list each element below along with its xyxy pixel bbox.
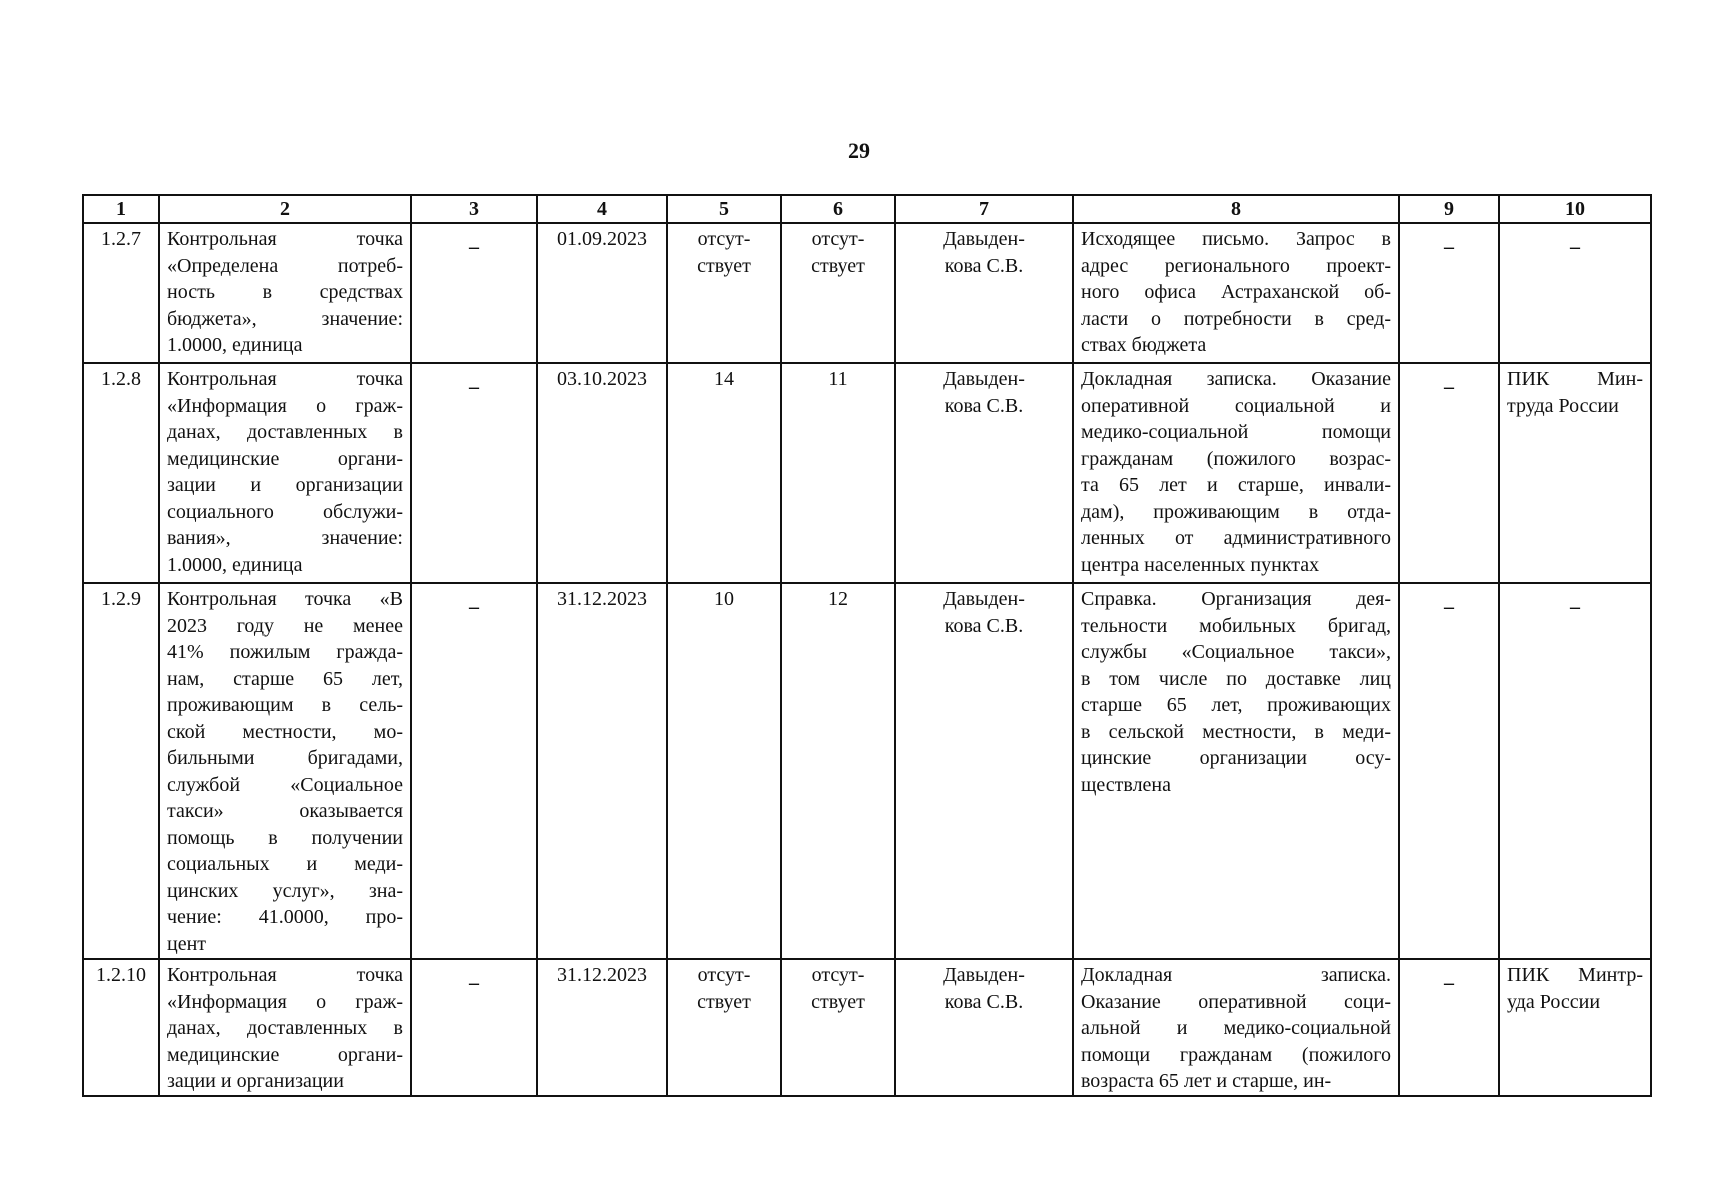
cell-line: кова С.В. — [944, 254, 1024, 277]
cell-line: оперативной социальной и — [1081, 394, 1391, 417]
row-number-cell — [83, 223, 159, 363]
document-cell — [1073, 583, 1399, 959]
cell-line: цент — [167, 932, 207, 955]
cell-line: Докладная записка. Оказание — [1081, 368, 1391, 390]
header-cell: 10 — [1499, 195, 1651, 223]
cell-line: социальных и меди- — [167, 853, 403, 875]
cell-line: кова С.В. — [944, 394, 1024, 417]
cell-line: Контрольная точка — [167, 368, 403, 390]
responsible-cell — [895, 959, 1073, 1096]
cell-text: – — [469, 376, 479, 398]
table-header-row — [83, 195, 1651, 223]
table-row — [83, 959, 1651, 1096]
cell-line: тельности мобильных бригад, — [1081, 614, 1391, 637]
document-cell — [1073, 363, 1399, 583]
cell-line: проживающим в сель- — [167, 694, 403, 716]
cell-line: Контрольная точка — [167, 964, 403, 986]
cell-text: – — [1444, 596, 1454, 618]
column-5-cell — [667, 959, 781, 1096]
cell-text: 1.2.10 — [96, 964, 146, 986]
table-row — [83, 363, 1651, 583]
cell-line: медико-социальной помощи — [1081, 421, 1391, 443]
cell-line: Давыден- — [943, 964, 1025, 986]
date-cell — [537, 959, 667, 1096]
description-cell — [159, 959, 411, 1096]
cell-line: социального обслужи- — [167, 500, 403, 523]
column-5-cell — [667, 223, 781, 363]
header-cell: 9 — [1399, 195, 1499, 223]
cell-text: 31.12.2023 — [557, 964, 647, 986]
column-10-cell — [1499, 363, 1651, 583]
cell-line: Давыден- — [943, 228, 1025, 250]
column-10-cell — [1499, 959, 1651, 1096]
cell-line: 12 — [828, 588, 848, 610]
cell-line: чение: 41.0000, про- — [167, 906, 403, 928]
cell-line: отсут- — [811, 964, 865, 986]
control-points-table — [82, 194, 1652, 1097]
cell-line: возраста 65 лет и старше, ин- — [1081, 1070, 1332, 1092]
page-number: 29 — [848, 138, 870, 163]
responsible-cell — [895, 223, 1073, 363]
cell-line: 41% пожилым гражда- — [167, 641, 403, 663]
column-9-cell — [1399, 583, 1499, 959]
cell-line: бюджета», значение: — [167, 307, 403, 330]
cell-line: данах, доставленных в — [167, 1017, 403, 1039]
column-9-cell — [1399, 363, 1499, 583]
cell-line: ствах бюджета — [1081, 334, 1207, 356]
cell-line: зации и организации — [167, 474, 403, 496]
cell-line: отсут- — [697, 228, 751, 250]
column-6-cell — [781, 223, 895, 363]
document-cell — [1073, 959, 1399, 1096]
cell-line: 2023 году не менее — [167, 614, 403, 637]
cell-text: 03.10.2023 — [557, 368, 647, 390]
cell-line: службой «Социальное — [167, 773, 403, 796]
cell-line: 11 — [828, 368, 848, 390]
cell-line: отсут- — [811, 228, 865, 250]
cell-line: ствует — [697, 990, 751, 1013]
cell-line: 14 — [714, 368, 734, 390]
responsible-cell — [895, 583, 1073, 959]
responsible-cell — [895, 363, 1073, 583]
cell-line: ской местности, мо- — [167, 720, 403, 743]
header-cell: 1 — [83, 195, 159, 223]
cell-text: 1.2.7 — [101, 228, 141, 250]
cell-line: нам, старше 65 лет, — [167, 667, 403, 690]
column-3-cell — [411, 583, 537, 959]
header-cell: 4 — [537, 195, 667, 223]
cell-text: – — [1570, 236, 1580, 258]
cell-line: дам), проживающим в отда- — [1081, 500, 1391, 523]
cell-text: 1.2.8 — [101, 368, 141, 390]
table-row — [83, 223, 1651, 363]
cell-text: – — [469, 972, 479, 994]
date-cell — [537, 223, 667, 363]
cell-line: Давыден- — [943, 588, 1025, 610]
cell-line: 1.0000, единица — [167, 553, 303, 576]
cell-line: «Определена потреб- — [167, 254, 403, 277]
cell-line: Контрольная точка — [167, 228, 403, 250]
cell-line: ствует — [697, 254, 751, 277]
header-cell: 6 — [781, 195, 895, 223]
column-5-cell — [667, 583, 781, 959]
cell-text: 31.12.2023 — [557, 588, 647, 610]
cell-line: 10 — [714, 588, 734, 610]
cell-line: в том числе по доставке лиц — [1081, 667, 1391, 690]
cell-line: «Информация о граж- — [167, 990, 403, 1013]
cell-line: 1.0000, единица — [167, 334, 303, 356]
column-5-cell — [667, 363, 781, 583]
cell-text: – — [469, 236, 479, 258]
cell-text: 1.2.9 — [101, 588, 141, 610]
cell-text: 01.09.2023 — [557, 228, 647, 250]
cell-line: в сельской местности, в меди- — [1081, 720, 1391, 743]
cell-line: ствует — [811, 990, 865, 1013]
cell-line: Справка. Организация дея- — [1081, 588, 1391, 610]
cell-line: ществлена — [1081, 773, 1172, 796]
cell-line: труда России — [1507, 394, 1619, 417]
cell-line: Исходящее письмо. Запрос в — [1081, 228, 1391, 250]
description-cell — [159, 583, 411, 959]
cell-line: ленных от административного — [1081, 527, 1391, 549]
column-10-cell — [1499, 583, 1651, 959]
cell-line: медицинские органи- — [167, 447, 403, 470]
cell-line: помощь в получении — [167, 826, 403, 849]
cell-line: медицинские органи- — [167, 1043, 403, 1066]
date-cell — [537, 363, 667, 583]
description-cell — [159, 223, 411, 363]
cell-line: Оказание оперативной соци- — [1081, 990, 1391, 1013]
cell-line: «Информация о граж- — [167, 394, 403, 417]
cell-line: ПИК Минтр- — [1507, 964, 1643, 986]
cell-line: помощи гражданам (пожилого — [1081, 1043, 1391, 1066]
header-cell: 2 — [159, 195, 411, 223]
column-10-cell — [1499, 223, 1651, 363]
column-3-cell — [411, 959, 537, 1096]
cell-line: ствует — [811, 254, 865, 277]
table-body — [83, 223, 1651, 1096]
cell-line: такси» оказывается — [167, 800, 403, 822]
cell-line: бильными бригадами, — [167, 747, 403, 769]
cell-line: данах, доставленных в — [167, 421, 403, 443]
cell-line: кова С.В. — [944, 614, 1024, 637]
cell-line: уда России — [1507, 990, 1601, 1013]
cell-line: адрес регионального проект- — [1081, 254, 1391, 277]
cell-text: – — [1444, 376, 1454, 398]
cell-text: – — [469, 596, 479, 618]
cell-text: – — [1570, 596, 1580, 618]
cell-line: отсут- — [697, 964, 751, 986]
cell-text: – — [1444, 236, 1454, 258]
document-cell — [1073, 223, 1399, 363]
cell-line: старше 65 лет, проживающих — [1081, 694, 1391, 716]
cell-line: цинские организации осу- — [1081, 747, 1391, 769]
cell-line: та 65 лет и старше, инвали- — [1081, 474, 1391, 496]
header-cell: 7 — [895, 195, 1073, 223]
cell-line: цинских услуг», зна- — [167, 879, 403, 902]
cell-line: центра населенных пунктах — [1081, 553, 1320, 576]
row-number-cell — [83, 583, 159, 959]
column-6-cell — [781, 363, 895, 583]
cell-line: кова С.В. — [944, 990, 1024, 1013]
cell-line: ность в средствах — [167, 281, 403, 303]
description-cell — [159, 363, 411, 583]
cell-line: зации и организации — [167, 1070, 344, 1092]
row-number-cell — [83, 959, 159, 1096]
cell-line: гражданам (пожилого возрас- — [1081, 447, 1391, 470]
cell-line: Контрольная точка «В — [167, 588, 403, 610]
row-number-cell — [83, 363, 159, 583]
column-6-cell — [781, 583, 895, 959]
cell-text: – — [1444, 972, 1454, 994]
header-cell: 3 — [411, 195, 537, 223]
cell-line: альной и медико-социальной — [1081, 1017, 1391, 1039]
column-6-cell — [781, 959, 895, 1096]
cell-line: ПИК Мин- — [1507, 368, 1643, 390]
cell-line: ного офиса Астраханской об- — [1081, 281, 1391, 303]
cell-line: Давыден- — [943, 368, 1025, 390]
header-cell: 8 — [1073, 195, 1399, 223]
date-cell — [537, 583, 667, 959]
cell-line: вания», значение: — [167, 527, 403, 549]
cell-line: службы «Социальное такси», — [1081, 641, 1391, 663]
table-row — [83, 583, 1651, 959]
cell-line: ласти о потребности в сред- — [1081, 307, 1391, 330]
column-9-cell — [1399, 223, 1499, 363]
column-3-cell — [411, 223, 537, 363]
cell-line: Докладная записка. — [1081, 964, 1391, 986]
header-cell: 5 — [667, 195, 781, 223]
column-3-cell — [411, 363, 537, 583]
column-9-cell — [1399, 959, 1499, 1096]
